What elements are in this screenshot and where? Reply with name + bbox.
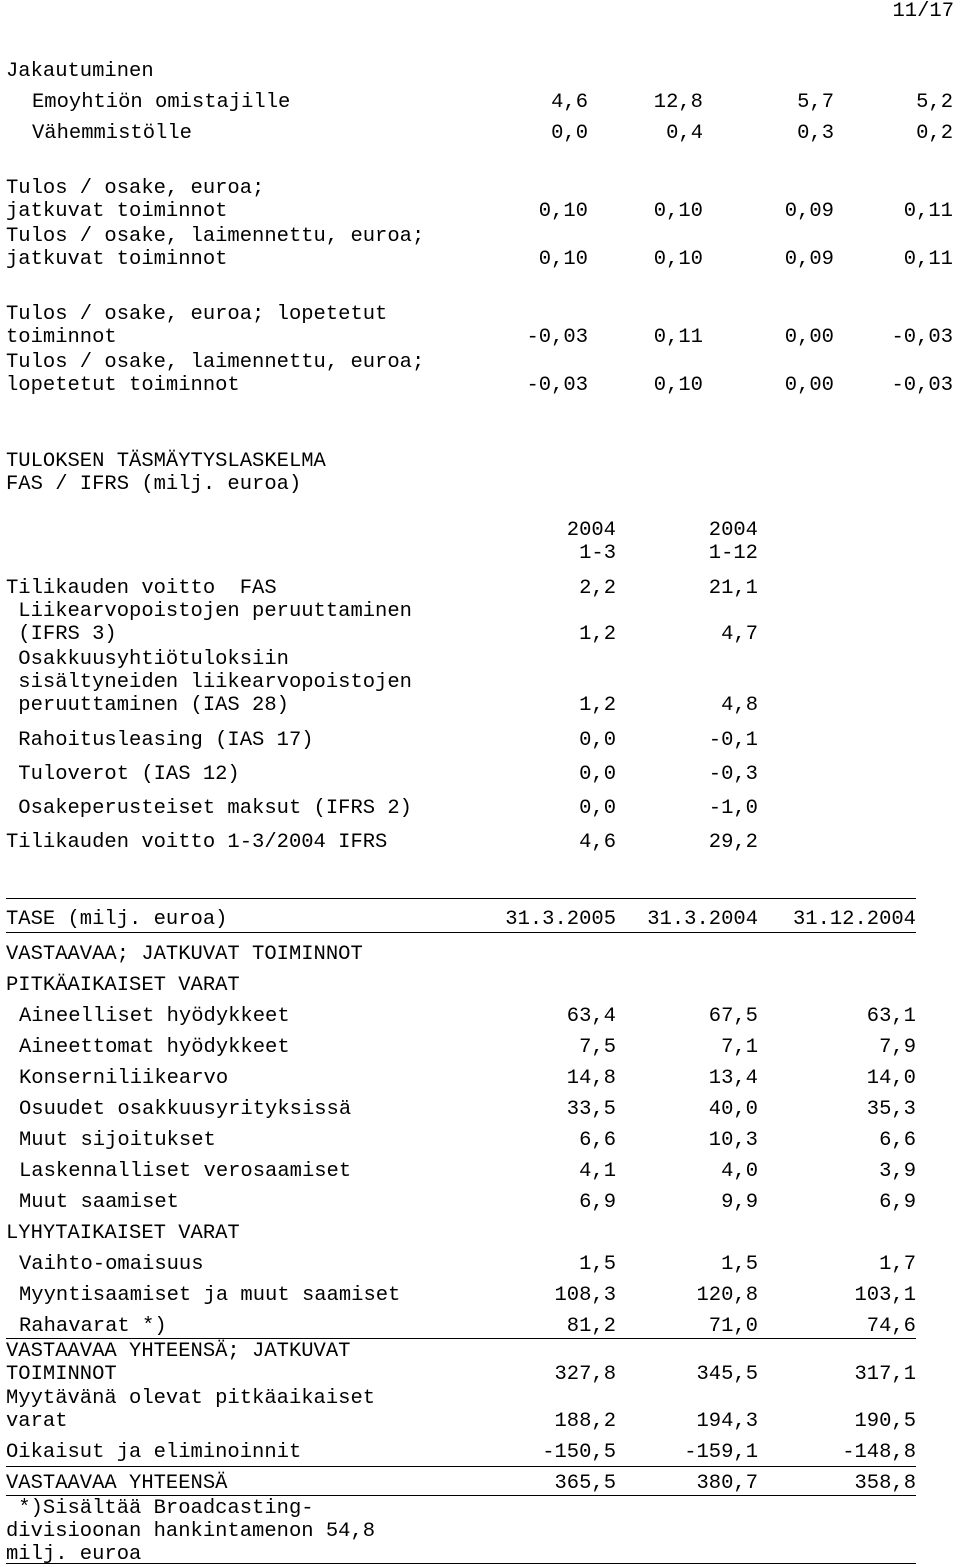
reconciliation-row-value: -0,1 [708, 729, 758, 752]
tase-row-value: 14,8 [566, 1067, 616, 1090]
eps-value: 0,10 [653, 248, 703, 271]
reconciliation-row-label: Osakeperusteiset maksut (IFRS 2) [6, 797, 412, 820]
tase-row-value: 63,1 [866, 1005, 916, 1028]
tase-row-value: 120,8 [696, 1284, 758, 1307]
tase-row-value: 63,4 [566, 1005, 616, 1028]
recon-col1-year: 2004 [566, 519, 616, 542]
tase-row-value: 13,4 [708, 1067, 758, 1090]
tase-row-label: Laskennalliset verosaamiset [19, 1160, 352, 1183]
distribution-title: Jakautuminen [6, 60, 154, 83]
tase-total-bottom-rule [6, 1495, 916, 1496]
page-number: 11/17 [892, 0, 954, 23]
tase-group-title: LYHYTAIKAISET VARAT [6, 1222, 240, 1245]
tase-row-value: 7,5 [579, 1036, 616, 1059]
recon-col2-period: 1-12 [708, 542, 758, 565]
eps-value: 0,10 [538, 200, 588, 223]
reconciliation-row-value: 29,2 [708, 831, 758, 854]
distribution-row-value: 0,2 [916, 122, 953, 145]
tase-adjustments-value: -148,8 [842, 1441, 916, 1464]
tase-row-value: 1,7 [879, 1253, 916, 1276]
distribution-row-value: 5,2 [916, 91, 953, 114]
distribution-row-value: 5,7 [797, 91, 834, 114]
reconciliation-row-label: sisältyneiden liikearvopoistojen [6, 671, 412, 694]
tase-row-label: Vaihto-omaisuus [19, 1253, 204, 1276]
eps-label-line1: Tulos / osake, laimennettu, euroa; [6, 351, 425, 374]
tase-row-value: 4,0 [721, 1160, 758, 1183]
recon-col2-year: 2004 [708, 519, 758, 542]
reconciliation-row-value: 21,1 [708, 577, 758, 600]
tase-total-value: 365,5 [554, 1472, 616, 1495]
tase-row-value: 74,6 [866, 1315, 916, 1338]
eps-value: -0,03 [526, 374, 588, 397]
reconciliation-row-label: Tilikauden voitto 1-3/2004 IFRS [6, 831, 388, 854]
eps-label-line2: jatkuvat toiminnot [6, 200, 228, 223]
reconciliation-row-value: 0,0 [579, 729, 616, 752]
tase-row-value: 4,1 [579, 1160, 616, 1183]
eps-value: 0,10 [653, 374, 703, 397]
distribution-row-value: 0,0 [551, 122, 588, 145]
tase-total-label: VASTAAVAA YHTEENSÄ [6, 1472, 228, 1495]
tase-adjustments-value: -159,1 [684, 1441, 758, 1464]
eps-value: 0,09 [784, 200, 834, 223]
tase-row-value: 40,0 [708, 1098, 758, 1121]
tase-adjustments-value: -150,5 [542, 1441, 616, 1464]
distribution-row-value: 0,4 [666, 122, 703, 145]
tase-row-value: 6,6 [879, 1129, 916, 1152]
tase-row-value: 14,0 [866, 1067, 916, 1090]
tase-row-label: Rahavarat *) [19, 1315, 167, 1338]
tase-row-label: Osuudet osakkuusyrityksissä [19, 1098, 352, 1121]
tase-row-label: Konserniliikearvo [19, 1067, 229, 1090]
tase-adjustments-label: Oikaisut ja eliminoinnit [6, 1441, 302, 1464]
tase-held-for-sale-label: Myytävänä olevat pitkäaikaiset [6, 1387, 376, 1410]
eps-label-line2: jatkuvat toiminnot [6, 248, 228, 271]
tase-row-label: Aineelliset hyödykkeet [19, 1005, 290, 1028]
reconciliation-row-label: Osakkuusyhtiötuloksiin [6, 648, 289, 671]
footnote-line: divisioonan hankintamenon 54,8 [6, 1520, 376, 1543]
tase-row-label: Muut saamiset [19, 1191, 179, 1214]
tase-row-value: 7,9 [879, 1036, 916, 1059]
tase-total-value: 380,7 [696, 1472, 758, 1495]
eps-value: 0,10 [653, 200, 703, 223]
eps-value: -0,03 [526, 326, 588, 349]
eps-value: 0,11 [903, 248, 953, 271]
tase-row-value: 3,9 [879, 1160, 916, 1183]
tase-subtotal-value: 317,1 [854, 1363, 916, 1386]
tase-top-rule [6, 898, 916, 899]
reconciliation-subtitle: FAS / IFRS (milj. euroa) [6, 473, 302, 496]
tase-row-value: 6,9 [879, 1191, 916, 1214]
tase-subtotal-label: VASTAAVAA YHTEENSÄ; JATKUVAT [6, 1340, 351, 1363]
reconciliation-row-label: Rahoitusleasing (IAS 17) [6, 729, 314, 752]
tase-held-for-sale-value: 190,5 [854, 1410, 916, 1433]
distribution-row-value: 0,3 [797, 122, 834, 145]
tase-row-value: 35,3 [866, 1098, 916, 1121]
eps-value: 0,00 [784, 326, 834, 349]
distribution-row-value: 4,6 [551, 91, 588, 114]
footnote-line: *)Sisältää Broadcasting- [6, 1497, 314, 1520]
reconciliation-row-value: 4,6 [579, 831, 616, 854]
eps-label-line1: Tulos / osake, euroa; [6, 177, 265, 200]
tase-row-label: Muut sijoitukset [19, 1129, 216, 1152]
eps-label-line1: Tulos / osake, euroa; lopetetut [6, 303, 388, 326]
reconciliation-row-label: peruuttaminen (IAS 28) [6, 694, 289, 717]
tase-row-value: 9,9 [721, 1191, 758, 1214]
eps-value: 0,09 [784, 248, 834, 271]
tase-row-value: 81,2 [566, 1315, 616, 1338]
tase-held-for-sale-label: varat [6, 1410, 68, 1433]
reconciliation-row-label: Tuloverot (IAS 12) [6, 763, 240, 786]
reconciliation-row-value: -0,3 [708, 763, 758, 786]
reconciliation-row-value: 0,0 [579, 763, 616, 786]
tase-row-value: 108,3 [554, 1284, 616, 1307]
tase-row-value: 1,5 [579, 1253, 616, 1276]
reconciliation-row-value: 1,2 [579, 694, 616, 717]
eps-value: -0,03 [891, 326, 953, 349]
tase-total-value: 358,8 [854, 1472, 916, 1495]
tase-row-value: 6,9 [579, 1191, 616, 1214]
reconciliation-row-value: -1,0 [708, 797, 758, 820]
tase-total-rule [6, 1466, 916, 1467]
footnote-line: milj. euroa [6, 1543, 142, 1566]
reconciliation-row-value: 4,7 [721, 623, 758, 646]
tase-held-for-sale-value: 188,2 [554, 1410, 616, 1433]
tase-group-title: PITKÄAIKAISET VARAT [6, 974, 240, 997]
tase-row-value: 33,5 [566, 1098, 616, 1121]
reconciliation-row-label: Liikearvopoistojen peruuttaminen [6, 600, 412, 623]
tase-col-2005-03: 31.3.2005 [505, 908, 616, 931]
tase-row-value: 7,1 [721, 1036, 758, 1059]
eps-label-line2: toiminnot [6, 326, 117, 349]
distribution-row-label: Emoyhtiön omistajille [32, 91, 291, 114]
tase-title: TASE (milj. euroa) [6, 908, 228, 931]
eps-value: 0,11 [903, 200, 953, 223]
tase-row-value: 10,3 [708, 1129, 758, 1152]
tase-header-rule [6, 932, 916, 933]
reconciliation-row-value: 4,8 [721, 694, 758, 717]
eps-label-line1: Tulos / osake, laimennettu, euroa; [6, 225, 425, 248]
reconciliation-row-value: 1,2 [579, 623, 616, 646]
tase-held-for-sale-value: 194,3 [696, 1410, 758, 1433]
eps-value: 0,11 [653, 326, 703, 349]
tase-subtotal-label: TOIMINNOT [6, 1363, 117, 1386]
tase-subtotal-value: 345,5 [696, 1363, 758, 1386]
tase-row-value: 1,5 [721, 1253, 758, 1276]
tase-col-2004-12: 31.12.2004 [792, 908, 916, 931]
tase-row-label: Myyntisaamiset ja muut saamiset [19, 1284, 401, 1307]
tase-row-value: 67,5 [708, 1005, 758, 1028]
footnote-bottom-rule [6, 1563, 916, 1564]
distribution-row-label: Vähemmistölle [32, 122, 192, 145]
eps-label-line2: lopetetut toiminnot [6, 374, 240, 397]
tase-subtotal-rule [6, 1338, 916, 1339]
eps-value: 0,10 [538, 248, 588, 271]
tase-section-title: VASTAAVAA; JATKUVAT TOIMINNOT [6, 943, 363, 966]
reconciliation-row-label: (IFRS 3) [6, 623, 117, 646]
tase-subtotal-value: 327,8 [554, 1363, 616, 1386]
tase-row-value: 71,0 [708, 1315, 758, 1338]
distribution-row-value: 12,8 [653, 91, 703, 114]
eps-value: -0,03 [891, 374, 953, 397]
reconciliation-title: TULOKSEN TÄSMÄYTYSLASKELMA [6, 450, 326, 473]
reconciliation-row-value: 2,2 [579, 577, 616, 600]
reconciliation-row-value: 0,0 [579, 797, 616, 820]
tase-row-label: Aineettomat hyödykkeet [19, 1036, 290, 1059]
recon-col1-period: 1-3 [579, 542, 616, 565]
reconciliation-row-label: Tilikauden voitto FAS [6, 577, 277, 600]
eps-value: 0,00 [784, 374, 834, 397]
tase-row-value: 6,6 [579, 1129, 616, 1152]
tase-col-2004-03: 31.3.2004 [647, 908, 758, 931]
tase-row-value: 103,1 [854, 1284, 916, 1307]
